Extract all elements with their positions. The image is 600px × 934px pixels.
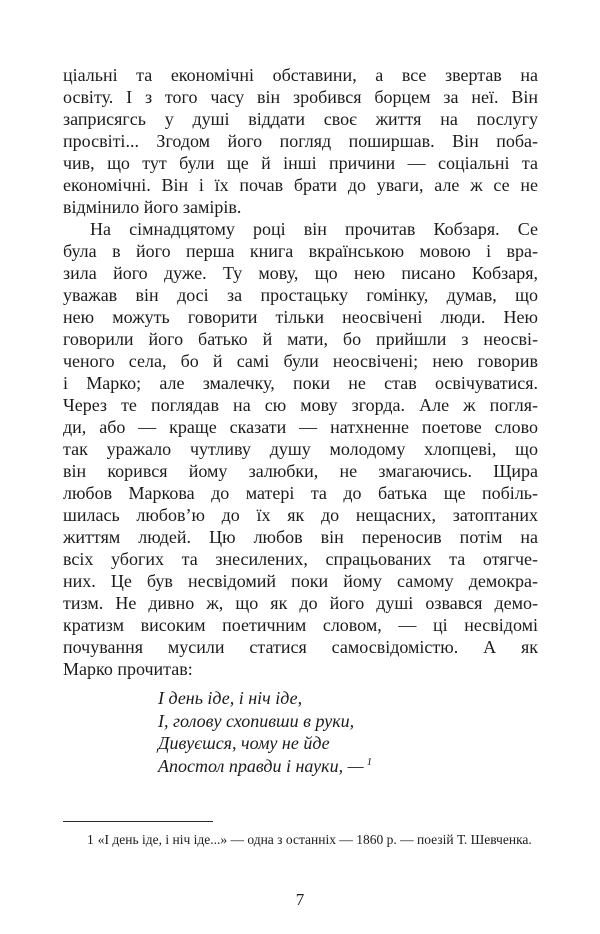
text-line: життям людей. Цю любов він переносив потім на [63, 527, 538, 547]
text-line: ціальні та економічні обставини, а все звертав на [63, 65, 538, 85]
text-line: відмінило його замірів. [63, 197, 242, 217]
page-number: 7 [295, 890, 305, 909]
footnote-divider [63, 821, 213, 822]
text-line: була в його перша книга вкраїнською мовою і вра- [63, 241, 538, 261]
text-line: почування мусили статися самосвідомістю. А як [63, 637, 538, 657]
text-line: він корився йому залюбки, не змагаючись. Щира [63, 461, 538, 481]
body-paragraphs [63, 64, 538, 680]
footnote-text: «І день іде, і ніч іде...» — одна з останніх — 1860 р. — поезій Т. Шевченка. [97, 832, 532, 847]
text-line: заприсягсь у душі віддати своє життя на послугу [63, 109, 538, 129]
text-line: уважав він досі за простацьку гомінку, думав, що [63, 285, 538, 305]
text-line: всіх убогих та знесилених, спрацьованих та отягче- [63, 549, 538, 569]
text-line: нею можуть говорити тільки неосвічені люди. Нею [63, 307, 538, 327]
footnote-marker: 1 [87, 832, 94, 847]
text-line: На сімнадцятому році він прочитав Кобзаря. Се [90, 219, 538, 239]
text-line: кратизм високим поетичним словом, — ці несвідомі [63, 615, 538, 635]
poem-line: Дивуєшся, чому не йде [158, 733, 330, 753]
text-line: Марко прочитав: [63, 659, 193, 679]
paragraph [63, 218, 538, 680]
poem-line: І, голову схопивши в руки, [158, 710, 355, 731]
text-line: ди, або — краще сказати — натхненне поетове слово [63, 417, 538, 437]
text-line: економічні. Він і їх почав брати до уваги, але ж се не [63, 175, 538, 195]
poem-line: Апостол правди і науки, — $^1$ [158, 755, 373, 776]
text-line: ченого села, бо й самі були неосвічені; нею говорив [63, 351, 538, 371]
text-line: просвіті... Згодом його погляд поширшав. Він поба- [63, 131, 538, 151]
text-line: зила його дуже. Ту мову, що нею писано Кобзаря, [63, 263, 538, 283]
text-line: говорили його батько й мати, бо прийшли з неосві- [63, 329, 538, 349]
poem-quote [158, 687, 538, 777]
paragraph [63, 64, 538, 218]
text-block [63, 64, 538, 777]
text-line: так уражало чутливу душу молодому хлопцеві, що [63, 439, 538, 459]
poem-line: І день іде, і ніч іде, [158, 688, 303, 708]
text-line: шилась любов’ю до їх як до нещасних, затоптаних [63, 505, 538, 525]
text-line: любов Маркова до матері та до батька ще побіль- [63, 483, 538, 503]
text-line: і Марко; але змалечку, поки не став освічуватися. [63, 373, 538, 393]
text-line: тизм. Не дивно ж, що як до його душі озвався демо- [63, 593, 538, 613]
footnote [63, 830, 538, 850]
footnote-reference: 1 [366, 755, 373, 768]
text-line: чив, що тут були ще й інші причини — соціальні та [63, 153, 538, 173]
text-line: Через те поглядав на сю мову згорда. Але ж погля- [63, 395, 538, 415]
text-line: освіту. І з того часу він зробився борцем за неї. Він [63, 87, 538, 107]
text-line: них. Це був несвідомий поки йому самому демокра- [63, 571, 538, 591]
